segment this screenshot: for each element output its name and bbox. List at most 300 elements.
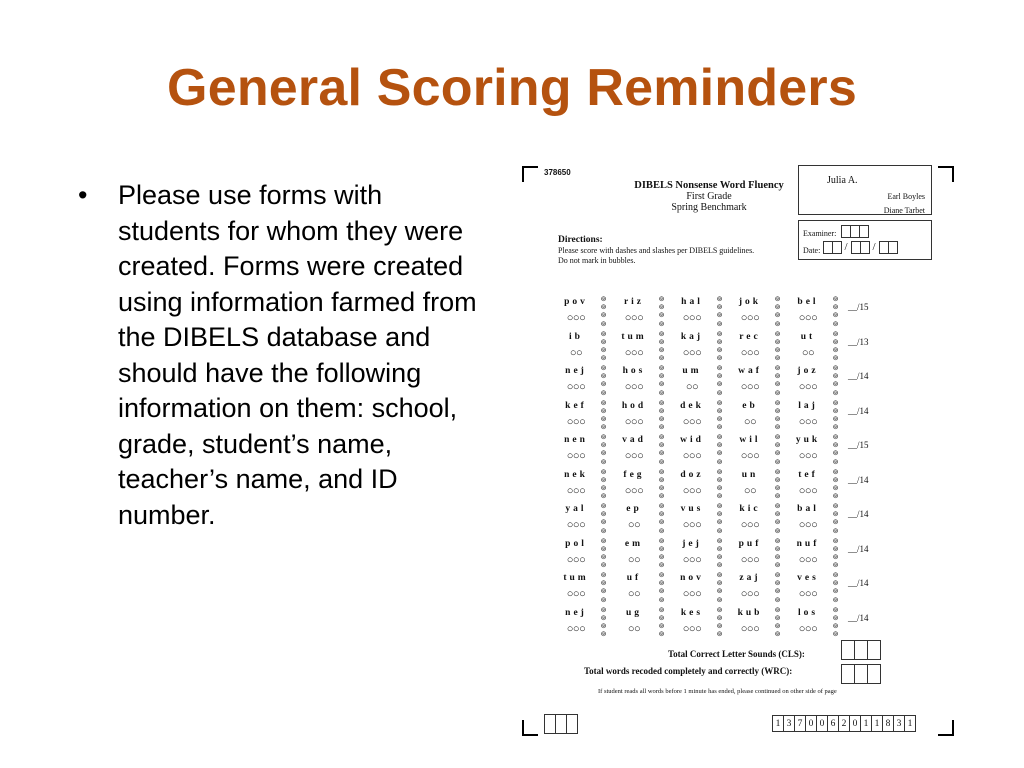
nonsense-word: laj (798, 400, 818, 411)
score-bubble: ⊚ (600, 492, 607, 501)
score-bubble-column (774, 364, 781, 397)
score-bubble: ⊚ (716, 571, 723, 579)
score-bubble: ⊚ (832, 526, 839, 535)
examiner-boxes (841, 225, 868, 238)
score-bubble: ⊚ (658, 510, 665, 519)
nonsense-word: feg (623, 469, 645, 480)
letter-bubbles: ○○○ (682, 484, 702, 497)
score-bubble: ⊚ (658, 561, 665, 570)
word-cell (728, 467, 786, 501)
letter-bubbles: ○○○ (682, 553, 702, 566)
score-bubble: ⊚ (600, 526, 607, 535)
examiner-date-box (798, 220, 932, 260)
score-bubble-column (716, 364, 723, 397)
score-bubble: ⊚ (832, 571, 839, 579)
total-wrc-label: Total words recoded completely and correctly (WRC): (584, 666, 793, 676)
score-bubble: ⊚ (832, 423, 839, 432)
letter-bubbles: ○○○ (798, 622, 818, 635)
score-bubble-column (658, 364, 665, 397)
score-bubble: ⊚ (600, 449, 607, 458)
letter-bubbles: ○○○ (566, 450, 586, 462)
word-cell (728, 570, 786, 604)
score-bubble: ⊚ (774, 319, 781, 328)
nonsense-word: ep (626, 504, 642, 514)
score-bubble: ⊚ (600, 433, 607, 441)
letter-bubbles: ○○○ (566, 484, 586, 497)
score-bubble: ⊚ (832, 311, 839, 320)
letter-bubbles: ○○○ (566, 588, 586, 600)
nonsense-word: nej (565, 607, 587, 618)
crop-mark-bottom-left (522, 720, 538, 736)
nonsense-word: eb (742, 400, 758, 411)
nonsense-word: uf (626, 573, 642, 583)
row-score: __/13 (848, 336, 869, 347)
word-cell (786, 294, 844, 328)
score-bubble: ⊚ (832, 441, 839, 450)
score-bubble: ⊚ (832, 579, 839, 588)
score-bubble-column (832, 433, 839, 466)
score-bubble: ⊚ (600, 329, 607, 338)
nonsense-word: rec (739, 331, 761, 342)
nonsense-word: tef (798, 469, 818, 480)
score-bubble: ⊚ (600, 441, 607, 450)
id-digit: 7 (794, 715, 806, 732)
score-bubble-column (774, 399, 781, 432)
nonsense-word: kic (739, 504, 761, 514)
score-bubble: ⊚ (658, 295, 665, 303)
score-bubble: ⊚ (774, 372, 781, 381)
score-bubble: ⊚ (832, 595, 839, 604)
word-cell (786, 536, 844, 570)
word-cell (612, 501, 670, 535)
score-bubble-column (658, 502, 665, 535)
score-bubble: ⊚ (716, 483, 723, 492)
score-bubble: ⊚ (716, 372, 723, 381)
score-bubble: ⊚ (658, 475, 665, 484)
nonsense-word: ug (625, 607, 643, 618)
student-name: Julia A. (827, 175, 858, 186)
score-bubble: ⊚ (658, 630, 665, 639)
word-cell (612, 605, 670, 639)
score-bubble: ⊚ (774, 388, 781, 397)
score-bubble: ⊚ (774, 345, 781, 354)
score-bubble: ⊚ (716, 311, 723, 320)
score-bubble: ⊚ (832, 380, 839, 389)
score-bubble: ⊚ (774, 295, 781, 303)
word-cell (786, 432, 844, 466)
score-bubble-column (832, 571, 839, 604)
score-bubble: ⊚ (658, 423, 665, 432)
nonsense-word: yal (565, 504, 587, 514)
word-cell (728, 294, 786, 328)
score-bubble: ⊚ (774, 380, 781, 389)
letter-bubbles: ○○○ (566, 415, 586, 428)
score-bubble: ⊚ (658, 621, 665, 630)
score-bubble: ⊚ (774, 475, 781, 484)
score-bubble: ⊚ (716, 510, 723, 519)
letter-bubbles: ○○○ (682, 519, 702, 531)
score-bubble: ⊚ (658, 449, 665, 458)
score-bubble: ⊚ (716, 561, 723, 570)
nonsense-word: hod (621, 400, 647, 411)
score-bubble: ⊚ (832, 406, 839, 415)
score-bubble: ⊚ (600, 579, 607, 588)
score-bubble: ⊚ (658, 329, 665, 338)
word-cell (554, 501, 612, 535)
score-bubble: ⊚ (832, 345, 839, 354)
id-digit: 3 (893, 715, 905, 732)
word-cell (554, 467, 612, 501)
score-bubble: ⊚ (774, 552, 781, 561)
letter-bubbles: ○○ (743, 415, 757, 428)
nonsense-word: nek (564, 469, 588, 480)
score-bubble: ⊚ (600, 467, 607, 476)
crop-mark-bottom-right (938, 720, 954, 736)
id-digit: 0 (816, 715, 828, 732)
score-bubble-column (832, 502, 839, 535)
score-bubble-column (658, 571, 665, 604)
nonsense-word: vad (622, 435, 646, 445)
score-bubble: ⊚ (716, 552, 723, 561)
score-bubble-column (832, 364, 839, 397)
score-bubble: ⊚ (600, 319, 607, 328)
score-bubble: ⊚ (600, 510, 607, 519)
score-bubble: ⊚ (600, 406, 607, 415)
score-bubble: ⊚ (600, 457, 607, 466)
word-cell (670, 570, 728, 604)
score-bubble: ⊚ (774, 595, 781, 604)
letter-bubbles: ○○○ (624, 484, 644, 497)
score-bubble: ⊚ (658, 303, 665, 312)
letter-bubbles: ○○○ (798, 588, 818, 600)
score-bubble: ⊚ (716, 605, 723, 614)
letter-bubbles: ○○○ (566, 312, 586, 324)
letter-bubbles: ○○ (627, 588, 641, 600)
nonsense-word: ut (800, 331, 816, 342)
score-bubble-column (832, 468, 839, 501)
score-bubble: ⊚ (774, 587, 781, 596)
score-bubble: ⊚ (832, 587, 839, 596)
letter-bubbles: ○○○ (798, 553, 818, 566)
word-cell (728, 398, 786, 432)
score-bubble: ⊚ (774, 457, 781, 466)
score-bubble: ⊚ (600, 364, 607, 372)
form-row (554, 432, 924, 466)
word-cell (612, 329, 670, 363)
score-bubble: ⊚ (832, 398, 839, 407)
score-bubble: ⊚ (658, 552, 665, 561)
total-wrc-boxes (841, 664, 880, 684)
score-bubble: ⊚ (716, 345, 723, 354)
slide-title: General Scoring Reminders (167, 59, 857, 117)
letter-bubbles: ○○○ (798, 450, 818, 462)
score-bubble: ⊚ (600, 354, 607, 363)
score-bubble-column (600, 606, 607, 639)
word-cell (554, 363, 612, 397)
score-bubble: ⊚ (600, 337, 607, 346)
letter-bubbles: ○○ (569, 346, 583, 359)
nonsense-word: nej (565, 366, 587, 376)
score-bubble: ⊚ (600, 380, 607, 389)
score-bubble: ⊚ (716, 526, 723, 535)
form-benchmark: Spring Benchmark (671, 202, 747, 213)
score-bubble-column (716, 502, 723, 535)
word-cell (554, 329, 612, 363)
score-bubble: ⊚ (600, 630, 607, 639)
word-cell (728, 605, 786, 639)
form-row (554, 363, 924, 397)
score-bubble: ⊚ (600, 587, 607, 596)
word-cell (612, 294, 670, 328)
score-bubble: ⊚ (716, 457, 723, 466)
form-footnote: If student reads all words before 1 minute has ended, please continued on other side of page (598, 688, 837, 695)
nonsense-word: kes (680, 607, 704, 618)
score-bubble: ⊚ (716, 380, 723, 389)
score-bubble: ⊚ (832, 552, 839, 561)
letter-bubbles: ○○○ (624, 450, 644, 462)
word-cell (786, 467, 844, 501)
letter-bubbles: ○○○ (566, 622, 586, 635)
word-cell (554, 398, 612, 432)
nonsense-word: puf (738, 538, 762, 549)
nonsense-word: doz (680, 469, 704, 480)
nonsense-word: hos (622, 366, 646, 376)
score-bubble: ⊚ (600, 398, 607, 407)
score-bubble: ⊚ (832, 337, 839, 346)
score-bubble: ⊚ (774, 467, 781, 476)
score-bubble: ⊚ (774, 630, 781, 639)
id-digit: 6 (827, 715, 839, 732)
word-cell (670, 363, 728, 397)
score-bubble-column (658, 433, 665, 466)
word-cell (612, 467, 670, 501)
score-bubble-column (658, 295, 665, 328)
nonsense-word: kub (737, 607, 763, 618)
score-bubble-column (716, 468, 723, 501)
score-bubble: ⊚ (832, 630, 839, 639)
score-bubble: ⊚ (716, 492, 723, 501)
nonsense-word: wid (680, 435, 704, 445)
word-cell (612, 398, 670, 432)
teacher-name: Diane Tarbet (883, 206, 925, 215)
score-bubble-column (658, 399, 665, 432)
score-bubble: ⊚ (716, 295, 723, 303)
score-bubble: ⊚ (658, 414, 665, 423)
score-bubble: ⊚ (774, 502, 781, 510)
score-bubble: ⊚ (600, 345, 607, 354)
letter-bubbles: ○○○ (624, 312, 644, 324)
nonsense-word: jej (682, 538, 702, 549)
score-bubble: ⊚ (716, 449, 723, 458)
score-bubble-column (716, 571, 723, 604)
row-score: __/14 (848, 509, 869, 519)
score-bubble: ⊚ (774, 605, 781, 614)
score-bubble: ⊚ (658, 364, 665, 372)
score-bubble: ⊚ (658, 502, 665, 510)
letter-bubbles: ○○○ (682, 450, 702, 462)
nonsense-word: dek (680, 400, 704, 411)
id-digit: 0 (849, 715, 861, 732)
score-bubble: ⊚ (716, 398, 723, 407)
score-bubble-column (774, 571, 781, 604)
nonsense-word: pov (564, 297, 588, 307)
score-bubble: ⊚ (600, 388, 607, 397)
row-score: __/14 (848, 371, 869, 381)
score-bubble: ⊚ (658, 536, 665, 545)
date-label: Date: (803, 246, 821, 255)
score-bubble-column (716, 399, 723, 432)
letter-bubbles: ○○○ (740, 312, 760, 324)
score-bubble: ⊚ (658, 372, 665, 381)
score-bubble: ⊚ (600, 518, 607, 527)
letter-bubbles: ○○○ (740, 450, 760, 462)
score-bubble: ⊚ (716, 329, 723, 338)
score-bubble: ⊚ (716, 630, 723, 639)
crop-mark-top-right (938, 166, 954, 182)
word-cell (670, 536, 728, 570)
score-bubble: ⊚ (600, 303, 607, 312)
letter-bubbles: ○○○ (566, 519, 586, 531)
score-bubble: ⊚ (716, 337, 723, 346)
scoring-form-image (518, 162, 960, 740)
row-score: __/14 (848, 405, 869, 416)
score-bubble: ⊚ (658, 398, 665, 407)
total-cls-label: Total Correct Letter Sounds (CLS): (668, 649, 805, 659)
score-bubble: ⊚ (716, 621, 723, 630)
score-bubble-column (600, 468, 607, 501)
letter-bubbles: ○○○ (682, 346, 702, 359)
score-bubble-column (600, 295, 607, 328)
letter-bubbles: ○○○ (682, 622, 702, 635)
letter-bubbles: ○○○ (682, 415, 702, 428)
nonsense-word: tum (563, 573, 589, 583)
id-digit: 3 (783, 715, 795, 732)
form-row (554, 467, 924, 501)
score-bubble: ⊚ (658, 345, 665, 354)
student-id-number (772, 715, 915, 732)
score-bubble: ⊚ (658, 579, 665, 588)
score-bubble: ⊚ (774, 406, 781, 415)
nonsense-word: ves (797, 573, 819, 583)
score-bubble-column (832, 606, 839, 639)
word-cell (728, 501, 786, 535)
score-bubble: ⊚ (716, 388, 723, 397)
score-bubble: ⊚ (658, 571, 665, 579)
row-score: __/14 (848, 612, 869, 623)
score-bubble: ⊚ (774, 449, 781, 458)
score-bubble-column (600, 502, 607, 535)
score-bubble: ⊚ (774, 483, 781, 492)
score-bubble: ⊚ (774, 441, 781, 450)
nonsense-word: nov (680, 573, 704, 583)
score-bubble-column (600, 571, 607, 604)
score-bubble: ⊚ (774, 536, 781, 545)
score-bubble: ⊚ (774, 518, 781, 527)
score-bubble: ⊚ (658, 380, 665, 389)
examiner-label: Examiner: (803, 229, 837, 238)
word-cell (786, 363, 844, 397)
letter-bubbles: ○○○ (740, 588, 760, 600)
row-score: __/14 (848, 474, 869, 485)
nonsense-word: bel (797, 297, 819, 307)
score-bubble: ⊚ (600, 311, 607, 320)
score-bubble: ⊚ (658, 595, 665, 604)
score-bubble: ⊚ (658, 311, 665, 320)
score-bubble-column (600, 399, 607, 432)
letter-bubbles: ○○○ (624, 415, 644, 428)
score-bubble-column (658, 330, 665, 363)
bullet-text: Please use forms with students for whom they were created. Forms were created using information farmed from the DIBELS database and should have the following information on them: school, grade, student’s name, teacher’s name, and ID number. (118, 180, 477, 530)
score-bubble: ⊚ (832, 561, 839, 570)
score-bubble: ⊚ (774, 544, 781, 553)
score-bubble: ⊚ (716, 319, 723, 328)
score-bubble: ⊚ (600, 502, 607, 510)
nonsense-word: yuk (795, 435, 821, 445)
id-digit: 2 (838, 715, 850, 732)
score-bubble: ⊚ (716, 423, 723, 432)
letter-bubbles: ○○○ (682, 312, 702, 324)
word-cell (612, 432, 670, 466)
nonsense-word: um (682, 366, 702, 376)
word-cell (554, 605, 612, 639)
nonsense-word: riz (623, 297, 645, 307)
score-bubble: ⊚ (716, 587, 723, 596)
letter-bubbles: ○○○ (798, 519, 818, 531)
score-bubble: ⊚ (600, 621, 607, 630)
word-cell (554, 570, 612, 604)
score-bubble: ⊚ (832, 414, 839, 423)
nonsense-word: un (741, 469, 759, 480)
score-bubble: ⊚ (774, 364, 781, 372)
score-bubble: ⊚ (658, 483, 665, 492)
score-bubble: ⊚ (600, 605, 607, 614)
score-bubble: ⊚ (658, 388, 665, 397)
score-bubble: ⊚ (774, 579, 781, 588)
word-cell (554, 432, 612, 466)
word-cell (786, 398, 844, 432)
score-bubble: ⊚ (658, 492, 665, 501)
score-bubble: ⊚ (658, 467, 665, 476)
form-row (554, 570, 924, 604)
form-row (554, 294, 924, 328)
word-cell (612, 536, 670, 570)
score-bubble: ⊚ (658, 587, 665, 596)
score-bubble: ⊚ (600, 561, 607, 570)
nonsense-word: jok (738, 297, 762, 307)
word-cell (728, 536, 786, 570)
score-bubble: ⊚ (658, 337, 665, 346)
score-bubble: ⊚ (832, 354, 839, 363)
score-bubble: ⊚ (600, 571, 607, 579)
score-bubble: ⊚ (658, 406, 665, 415)
score-bubble: ⊚ (774, 398, 781, 407)
score-bubble: ⊚ (774, 526, 781, 535)
score-bubble: ⊚ (716, 613, 723, 622)
nonsense-word: waf (738, 366, 762, 376)
score-bubble: ⊚ (600, 475, 607, 484)
school-name: Earl Boyles (887, 192, 925, 201)
score-bubble-column (832, 330, 839, 363)
score-bubble-column (716, 433, 723, 466)
nonsense-word: tum (621, 331, 647, 342)
nonsense-word: kaj (680, 331, 704, 342)
score-bubble: ⊚ (774, 303, 781, 312)
score-bubble: ⊚ (600, 423, 607, 432)
score-bubble: ⊚ (774, 433, 781, 441)
word-cell (670, 605, 728, 639)
score-bubble-column (716, 537, 723, 570)
directions-title: Directions: (558, 235, 603, 245)
